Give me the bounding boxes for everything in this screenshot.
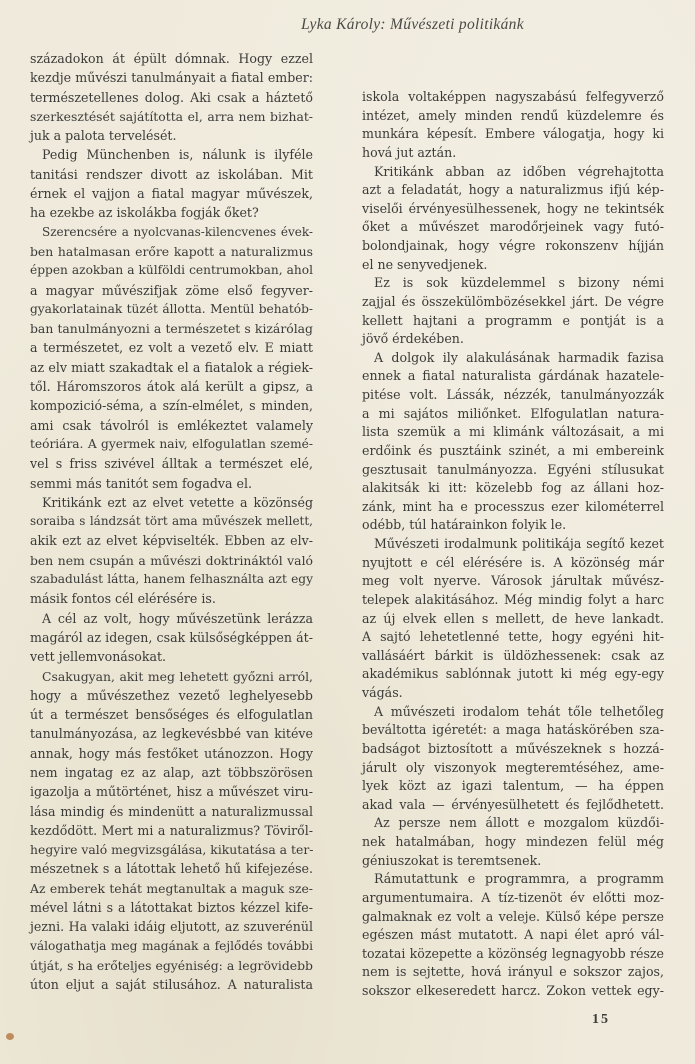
text-line: tanitási rendszer divott az iskolában. Mit (30, 166, 313, 182)
text-line: ennek a fiatal naturalista gárdának hazatele- (362, 368, 664, 384)
text-line: mészetnek s a látottak lehető hű kifejezése. (30, 861, 313, 877)
right-column (362, 88, 664, 1001)
text-line: Pedig Münchenben is, nálunk is ilyféle (42, 147, 313, 163)
text-line: A cél az volt, hogy művészetünk lerázza (42, 610, 313, 626)
left-column (30, 49, 313, 995)
text-line: ben nem csupán a művészi doktrináktól való (30, 552, 313, 568)
text-line: útját, s ha erőteljes egyéniség: a legrövidebb (30, 957, 313, 973)
text-line: A művészeti irodalom tehát tőle telhetőleg (374, 703, 664, 719)
text-line: járult oly viszonyok megteremtéséhez, ame- (362, 759, 664, 775)
text-line: vel s friss szivével álltak a természet elé, (30, 456, 313, 472)
text-line: ben hatalmasan erőre kapott a naturalizmus (30, 243, 313, 259)
text-line: út a természet bensőséges és elfogulatlan (30, 707, 313, 723)
text-line: a magyar művészifjak zöme első fegyver- (30, 282, 313, 298)
text-line: lása mindig és mindenütt a naturalizmussal (30, 803, 313, 819)
running-header: Lyka Károly: Művészeti politikánk (301, 16, 524, 33)
text-line: Az emberek tehát megtanultak a maguk sze- (30, 880, 313, 896)
text-line: ha ezekbe az iskolákba fogják őket? (30, 205, 259, 221)
text-line: nyujtott e cél elérésére is. A közönség már (362, 554, 664, 570)
text-line: munkára képesít. Embere válogatja, hogy ki (362, 126, 664, 142)
text-line: bolondjainak, hogy végre rokonszenv híjján (362, 238, 664, 253)
text-line: az új elvek ellen s mellett, de heve lankadt. (362, 610, 664, 626)
text-line: igazolja a műtörténet, hisz a művészet viru- (30, 784, 313, 800)
text-line: azt a feladatát, hogy a naturalizmus ifjú kép- (362, 182, 664, 198)
text-line: hogy a művészethez vezető leghelyesebb (30, 687, 313, 703)
text-line: juk a palota tervelését. (30, 128, 177, 144)
text-line: éppen azokban a külföldi centrumokban, ahol (30, 263, 313, 278)
text-line: magáról az idegen, csak külsőségképpen át- (30, 629, 313, 645)
text-line: lista szemük a mi klimánk változásait, a mi (362, 424, 664, 440)
text-line: a mi sajátos miliőnket. Elfogulatlan natura- (362, 405, 664, 421)
text-line: sokszor elkeseredett harcz. Zokon vettek egy- (362, 983, 664, 998)
text-line: egészen mást mutatott. A napi élet apró vál- (362, 927, 664, 943)
text-line: erdőink és pusztáink szinét, a mi embereink (362, 442, 664, 458)
text-line: teóriára. A gyermek naiv, elfogulatlan szemé- (30, 436, 313, 451)
text-line: úton eljut a saját stilusához. A naturalista (30, 977, 313, 993)
text-line: odébb, túl határainkon folyik le. (362, 517, 567, 533)
text-line: tanulmányozása, az legkevésbbé van kitéve (30, 726, 313, 742)
text-line: semmi más tanitót sem fogadva el. (30, 475, 253, 491)
text-line: tozatai közepette a közönség legnagyobb része (362, 945, 664, 961)
text-line: iskola voltaképpen nagyszabású felfegyverző (362, 89, 664, 104)
text-line: alakitsák ki itt: közelebb fog az állani hoz- (362, 480, 664, 496)
text-line: vágás. (362, 685, 403, 700)
text-line: Kritikánk ezt az elvet vetette a közönség (42, 494, 313, 510)
text-line: Kritikánk abban az időben végrehajtotta (374, 163, 664, 179)
text-line: A dolgok ily alakulásának harmadik fazisa (374, 349, 664, 365)
text-line: hegyire való megvizsgálása, kikutatása a ter- (30, 842, 314, 858)
text-line: akik ezt az elvet képviselték. Ebben az elv- (30, 533, 313, 549)
text-line: géniuszokat is teremtsenek. (362, 852, 542, 868)
text-line: nem is sejtette, hová irányul e sokszor zajos, (362, 964, 664, 980)
ink-smudge (6, 1033, 14, 1040)
text-line: től. Háromszoros átok alá került a gipsz, a (30, 379, 313, 395)
text-line: galmaknak ez volt a veleje. Külső képe persze (362, 908, 664, 924)
text-line: pitése volt. Lássák, nézzék, tanulmányozzák (362, 387, 664, 402)
text-line: kezdődött. Mert mi a naturalizmus? Töviről- (30, 822, 313, 838)
text-line: Az persze nem állott e mozgalom küzdői- (374, 815, 664, 831)
text-line: annak, hogy más festőket utánozzon. Hogy (30, 745, 313, 761)
text-line: mével látni s a látottakat biztos kézzel kife- (30, 900, 313, 916)
text-line: el ne senyvedjenek. (362, 256, 488, 272)
text-line: zajjal és összekülömbözésekkel járt. De végre (362, 293, 664, 309)
text-line: érnek el vajjon a fiatal magyar művészek, (30, 186, 313, 202)
text-line: lyek közt az igazi talentum, — ha éppen (362, 778, 664, 794)
text-line: zánk, mint ha e processzus ezer kilométerrel (362, 498, 664, 514)
text-line: jezni. Ha valaki idáig eljutott, az szuverénül (30, 919, 313, 935)
text-line: viselői érvényesülhessenek, hogy ne tekintsék (362, 200, 664, 216)
text-line: telepek alakitásához. Még mindig folyt a harc (362, 591, 664, 607)
text-line: soraiba s lándzsát tört ama művészek mellett, (30, 514, 313, 529)
text-line: meg volt nyerve. Városok járultak művész- (362, 573, 664, 589)
text-line: Rámutattunk e programmra, a programm (374, 871, 664, 887)
text-line: Szerencsére a nyolcvanas-kilencvenes évek- (42, 224, 313, 239)
text-line: nem ingatag ez az alap, azt többszörösen (30, 764, 313, 780)
text-line: ami csak távolról is emlékeztet valamely (30, 417, 313, 433)
text-line: másik fontos cél elérésére is. (30, 591, 216, 607)
text-line: akad vala — érvényesülhetett és fejlődhetett. (362, 796, 664, 812)
text-line: vallásáért bárkit is üldözhessenek: csak az (362, 647, 664, 663)
page-number: 15 (592, 1012, 610, 1027)
text-line: jövő érdekében. (362, 331, 464, 347)
text-line: Csakugyan, akit meg lehetett győzni arról, (42, 668, 313, 684)
text-line: nek hatalmában, hogy mindezen felül még (362, 834, 664, 849)
text-line: hová jut aztán. (362, 144, 457, 160)
text-line: őket a művészet marodőrjeinek vagy futó- (362, 219, 664, 235)
text-line: gesztusait tanulmányozza. Egyéni stílusukat (362, 461, 664, 477)
text-line: a természetet, ez volt a vezető elv. E miatt (30, 340, 313, 356)
text-line: szabadulást látta, hanem felhasználta azt egy (30, 572, 313, 587)
text-line: badságot biztosított a művészeknek s hozzá- (362, 740, 664, 756)
text-line: Ez is sok küzdelemmel s bizony némi (374, 275, 664, 291)
text-line: A sajtó lehetetlenné tette, hogy egyéni hit- (362, 629, 664, 645)
text-line: századokon át épült dómnak. Hogy ezzel (30, 51, 313, 66)
text-line: vett jellemvonásokat. (30, 649, 167, 665)
text-line: természetellenes dolog. Aki csak a háztető (30, 89, 313, 105)
text-line: gyakorlatainak tüzét állotta. Mentül behatób- (30, 301, 313, 316)
text-line: intézet, amely minden rendű küzdelemre és (362, 107, 664, 123)
text-line: akadémikus sablónnak jutott ki még egy-egy (362, 666, 664, 682)
text-line: beváltotta igéretét: a maga hatáskörében sza- (362, 722, 664, 738)
text-line: Művészeti irodalmunk politikája segítő kezet (374, 536, 664, 551)
text-line: ban tanulmányozni a természetet s kizárólag (30, 321, 313, 337)
text-line: kezdje művészi tanulmányait a fiatal ember: (30, 70, 313, 86)
text-line: argumentumaira. A tíz-tizenöt év előtti moz- (362, 889, 664, 905)
text-line: válogathatja meg magának a fejlődés további (30, 938, 313, 953)
text-line: szerkesztését sajátította el, arra nem bizhat- (30, 108, 313, 124)
text-line: az elv miatt szakadtak el a fiatalok a régiek- (30, 359, 313, 375)
text-line: kompozició-séma, a szín-elmélet, s minden, (30, 398, 313, 414)
text-line: kellett hajtani a programm e pontját is a (362, 312, 664, 328)
